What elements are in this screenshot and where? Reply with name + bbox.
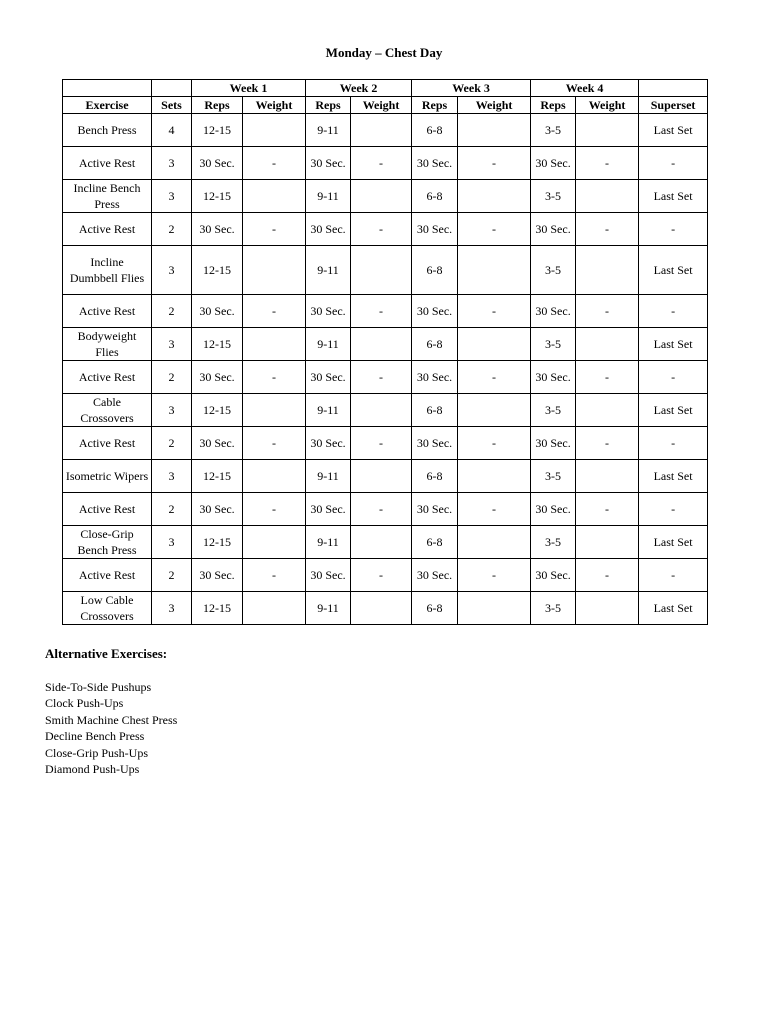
week-1-weight-cell: - (243, 147, 306, 180)
week-1-reps-cell: 12-15 (192, 526, 243, 559)
week-3-reps-cell: 6-8 (412, 592, 458, 625)
week-3-weight-cell: - (458, 213, 531, 246)
week-3-weight-cell (458, 180, 531, 213)
week-1-weight-cell (243, 460, 306, 493)
week-2-weight-cell: - (351, 493, 412, 526)
week-2-weight-cell (351, 246, 412, 295)
week-2-reps-cell: 30 Sec. (306, 493, 351, 526)
week-3-weight-cell (458, 246, 531, 295)
exercise-cell: Active Rest (63, 147, 152, 180)
week-1-weight-cell (243, 592, 306, 625)
week-3-weight-cell (458, 394, 531, 427)
exercise-cell: Bodyweight Flies (63, 328, 152, 361)
week-1-reps-cell: 30 Sec. (192, 559, 243, 592)
table-row (63, 114, 708, 147)
week-1-weight-cell: - (243, 295, 306, 328)
week-2-weight-cell: - (351, 427, 412, 460)
sets-cell: 4 (152, 114, 192, 147)
week-1-reps-cell: 30 Sec. (192, 361, 243, 394)
table-row (63, 394, 708, 427)
week-1-weight-cell: - (243, 559, 306, 592)
week-1-weight-header: Weight (243, 97, 306, 114)
week-1-weight-cell: - (243, 213, 306, 246)
week-1-weight-cell (243, 180, 306, 213)
table-row (63, 213, 708, 246)
alternative-exercise-item: Diamond Push-Ups (45, 762, 140, 777)
week-3-weight-cell: - (458, 361, 531, 394)
week-3-weight-cell (458, 526, 531, 559)
week-2-reps-cell: 9-11 (306, 394, 351, 427)
week-4-reps-cell: 3-5 (531, 246, 576, 295)
sets-cell: 3 (152, 394, 192, 427)
week-1-reps-cell: 30 Sec. (192, 295, 243, 328)
week-2-reps-cell: 9-11 (306, 180, 351, 213)
table-row (63, 427, 708, 460)
week-4-reps-cell: 30 Sec. (531, 147, 576, 180)
table-row (63, 559, 708, 592)
week-1-weight-cell: - (243, 427, 306, 460)
superset-cell: Last Set (639, 246, 708, 295)
header-empty-cell (63, 80, 152, 97)
week-2-weight-header: Weight (351, 97, 412, 114)
superset-cell: Last Set (639, 114, 708, 147)
exercise-cell: Active Rest (63, 427, 152, 460)
sets-cell: 2 (152, 559, 192, 592)
table-row (63, 295, 708, 328)
superset-cell: - (639, 493, 708, 526)
week-1-weight-cell (243, 394, 306, 427)
week-4-reps-cell: 30 Sec. (531, 295, 576, 328)
superset-header: Superset (639, 97, 708, 114)
week-1-reps-cell: 30 Sec. (192, 213, 243, 246)
week-2-reps-cell: 9-11 (306, 592, 351, 625)
week-3-reps-cell: 30 Sec. (412, 559, 458, 592)
week-3-weight-cell (458, 460, 531, 493)
sets-cell: 2 (152, 361, 192, 394)
exercise-cell: Close-Grip Bench Press (63, 526, 152, 559)
week-4-reps-cell: 30 Sec. (531, 493, 576, 526)
week-3-weight-cell: - (458, 427, 531, 460)
week-3-reps-cell: 6-8 (412, 526, 458, 559)
alternative-exercise-item: Side-To-Side Pushups (45, 680, 152, 694)
alternative-exercise-item: Close-Grip Push-Ups (45, 745, 149, 760)
week-3-reps-cell: 30 Sec. (412, 493, 458, 526)
week-3-reps-cell: 6-8 (412, 114, 458, 147)
exercise-cell: Low Cable Crossovers (63, 592, 152, 625)
week-3-reps-cell: 6-8 (412, 328, 458, 361)
week-2-reps-cell: 30 Sec. (306, 427, 351, 460)
week-4-reps-cell: 30 Sec. (531, 427, 576, 460)
week-4-reps-cell: 3-5 (531, 180, 576, 213)
week-4-reps-cell: 30 Sec. (531, 361, 576, 394)
week-1-reps-header: Reps (192, 97, 243, 114)
superset-cell: - (639, 147, 708, 180)
table-row (63, 460, 708, 493)
week-3-weight-cell (458, 592, 531, 625)
exercise-cell: Cable Crossovers (63, 394, 152, 427)
week-3-weight-cell: - (458, 295, 531, 328)
week-4-weight-cell: - (576, 295, 639, 328)
sets-cell: 2 (152, 213, 192, 246)
week-4-weight-cell: - (576, 361, 639, 394)
week-4-header: Week 4 (531, 80, 639, 97)
week-4-weight-cell: - (576, 493, 639, 526)
superset-cell: Last Set (639, 328, 708, 361)
alternative-exercises-list (45, 679, 177, 777)
superset-cell: - (639, 361, 708, 394)
exercise-cell: Bench Press (63, 114, 152, 147)
week-3-reps-cell: 6-8 (412, 180, 458, 213)
alternative-exercise-item: Clock Push-Ups (45, 696, 124, 711)
sets-cell: 3 (152, 460, 192, 493)
exercise-cell: Active Rest (63, 361, 152, 394)
week-4-reps-cell: 3-5 (531, 394, 576, 427)
superset-cell: Last Set (639, 180, 708, 213)
week-2-weight-cell (351, 592, 412, 625)
alternative-exercise-item: Smith Machine Chest Press (45, 712, 178, 727)
week-4-weight-cell: - (576, 213, 639, 246)
table-row (63, 493, 708, 526)
week-3-weight-cell: - (458, 147, 531, 180)
page-title: Monday – Chest Day (325, 45, 443, 60)
week-1-weight-cell: - (243, 361, 306, 394)
week-1-reps-cell: 30 Sec. (192, 427, 243, 460)
week-4-reps-cell: 3-5 (531, 328, 576, 361)
week-2-reps-cell: 9-11 (306, 526, 351, 559)
week-1-weight-cell (243, 246, 306, 295)
week-3-weight-cell (458, 114, 531, 147)
week-3-reps-cell: 6-8 (412, 246, 458, 295)
week-2-weight-cell (351, 180, 412, 213)
sets-cell: 2 (152, 295, 192, 328)
week-3-reps-cell: 6-8 (412, 394, 458, 427)
week-1-reps-cell: 30 Sec. (192, 493, 243, 526)
week-2-weight-cell (351, 526, 412, 559)
week-2-reps-cell: 30 Sec. (306, 559, 351, 592)
week-header-row (63, 80, 708, 97)
exercise-cell: Active Rest (63, 493, 152, 526)
week-3-reps-cell: 30 Sec. (412, 147, 458, 180)
sets-cell: 3 (152, 328, 192, 361)
week-2-reps-cell: 30 Sec. (306, 213, 351, 246)
exercise-cell: Incline Bench Press (63, 180, 152, 213)
week-2-weight-cell: - (351, 147, 412, 180)
week-3-weight-header: Weight (458, 97, 531, 114)
week-2-weight-cell (351, 460, 412, 493)
exercise-cell: Active Rest (63, 213, 152, 246)
week-2-header: Week 2 (306, 80, 412, 97)
week-3-reps-cell: 30 Sec. (412, 295, 458, 328)
week-2-weight-cell (351, 394, 412, 427)
sets-header: Sets (152, 97, 192, 114)
exercise-cell: Incline Dumbbell Flies (63, 246, 152, 295)
week-4-reps-cell: 30 Sec. (531, 559, 576, 592)
week-4-weight-cell: - (576, 427, 639, 460)
week-2-reps-cell: 30 Sec. (306, 295, 351, 328)
workout-table (62, 79, 708, 625)
alternative-exercises-heading: Alternative Exercises: (45, 646, 168, 661)
week-2-reps-header: Reps (306, 97, 351, 114)
week-2-weight-cell (351, 328, 412, 361)
exercise-cell: Active Rest (63, 295, 152, 328)
table-row (63, 246, 708, 295)
week-1-weight-cell (243, 114, 306, 147)
week-4-weight-header: Weight (576, 97, 639, 114)
week-3-reps-cell: 30 Sec. (412, 361, 458, 394)
table-row (63, 180, 708, 213)
exercise-cell: Active Rest (63, 559, 152, 592)
table-row (63, 592, 708, 625)
week-4-reps-cell: 30 Sec. (531, 213, 576, 246)
week-2-weight-cell: - (351, 295, 412, 328)
week-1-reps-cell: 12-15 (192, 328, 243, 361)
superset-cell: - (639, 295, 708, 328)
exercise-header: Exercise (63, 97, 152, 114)
week-1-weight-cell (243, 526, 306, 559)
table-row (63, 147, 708, 180)
week-1-weight-cell: - (243, 493, 306, 526)
week-4-reps-cell: 3-5 (531, 460, 576, 493)
week-1-reps-cell: 12-15 (192, 246, 243, 295)
week-1-reps-cell: 12-15 (192, 394, 243, 427)
week-4-weight-cell: - (576, 147, 639, 180)
week-4-weight-cell (576, 246, 639, 295)
table-header (63, 80, 708, 114)
superset-cell: Last Set (639, 592, 708, 625)
sets-cell: 2 (152, 493, 192, 526)
week-3-reps-header: Reps (412, 97, 458, 114)
week-4-reps-header: Reps (531, 97, 576, 114)
week-3-header: Week 3 (412, 80, 531, 97)
sets-cell: 3 (152, 147, 192, 180)
week-4-weight-cell (576, 592, 639, 625)
week-1-reps-cell: 12-15 (192, 592, 243, 625)
week-2-reps-cell: 9-11 (306, 328, 351, 361)
week-2-weight-cell (351, 114, 412, 147)
week-4-weight-cell: - (576, 559, 639, 592)
table-body (63, 114, 708, 625)
week-4-reps-cell: 3-5 (531, 526, 576, 559)
week-3-reps-cell: 6-8 (412, 460, 458, 493)
week-2-reps-cell: 9-11 (306, 246, 351, 295)
column-header-row (63, 97, 708, 114)
week-3-reps-cell: 30 Sec. (412, 427, 458, 460)
week-1-reps-cell: 30 Sec. (192, 147, 243, 180)
week-2-reps-cell: 30 Sec. (306, 147, 351, 180)
superset-cell: - (639, 427, 708, 460)
superset-cell: Last Set (639, 394, 708, 427)
week-2-reps-cell: 30 Sec. (306, 361, 351, 394)
week-1-header: Week 1 (192, 80, 306, 97)
week-4-weight-cell (576, 180, 639, 213)
week-2-weight-cell: - (351, 213, 412, 246)
superset-cell: - (639, 559, 708, 592)
week-2-reps-cell: 9-11 (306, 114, 351, 147)
week-4-weight-cell (576, 394, 639, 427)
table-row (63, 361, 708, 394)
sets-cell: 3 (152, 180, 192, 213)
alternative-exercise-item: Decline Bench Press (45, 729, 145, 744)
sets-cell: 3 (152, 246, 192, 295)
week-4-weight-cell (576, 526, 639, 559)
week-1-weight-cell (243, 328, 306, 361)
week-3-reps-cell: 30 Sec. (412, 213, 458, 246)
week-4-reps-cell: 3-5 (531, 592, 576, 625)
sets-cell: 2 (152, 427, 192, 460)
week-1-reps-cell: 12-15 (192, 180, 243, 213)
header-empty-cell (152, 80, 192, 97)
week-3-weight-cell (458, 328, 531, 361)
week-2-weight-cell: - (351, 559, 412, 592)
week-4-weight-cell (576, 328, 639, 361)
week-4-reps-cell: 3-5 (531, 114, 576, 147)
week-2-reps-cell: 9-11 (306, 460, 351, 493)
table-row (63, 526, 708, 559)
superset-cell: - (639, 213, 708, 246)
week-2-weight-cell: - (351, 361, 412, 394)
exercise-cell: Isometric Wipers (63, 460, 152, 493)
week-1-reps-cell: 12-15 (192, 460, 243, 493)
sets-cell: 3 (152, 526, 192, 559)
week-3-weight-cell: - (458, 559, 531, 592)
week-3-weight-cell: - (458, 493, 531, 526)
sets-cell: 3 (152, 592, 192, 625)
week-1-reps-cell: 12-15 (192, 114, 243, 147)
header-empty-cell (639, 80, 708, 97)
superset-cell: Last Set (639, 460, 708, 493)
table-row (63, 328, 708, 361)
superset-cell: Last Set (639, 526, 708, 559)
week-4-weight-cell (576, 460, 639, 493)
week-4-weight-cell (576, 114, 639, 147)
